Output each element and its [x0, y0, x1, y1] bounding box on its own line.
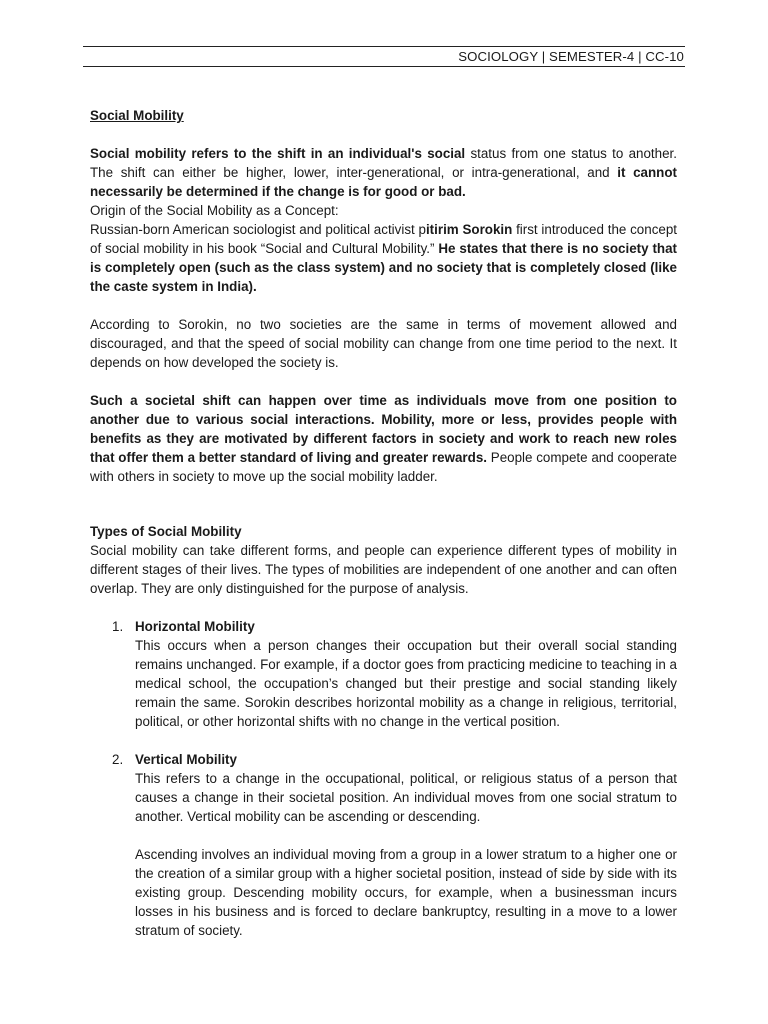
origin-text-2: first introduced the concept of social mobility in his book “Social and Cultural Mobility.”: [90, 222, 677, 256]
list-number: 2.: [112, 752, 124, 767]
vertical-heading: Vertical Mobility: [135, 752, 237, 767]
page-header: SOCIOLOGY | SEMESTER-4 | CC-10: [458, 49, 684, 64]
spacer: [90, 372, 677, 391]
vertical-text-2: Ascending involves an individual moving from a group in a lower stratum to a higher one or the creation of a similar group with a higher societal position, instead of side by side with its existing group. Descending mobility occurs, for example, when a businessman incurs losses in his business and is forced to declare bankruptcy, resulting in a move to a lower stratum of society.: [135, 847, 677, 938]
intro-bold-1: Social mobility refers to the shift in an individual's social: [90, 146, 466, 161]
societal-shift-bold: Such a societal shift can happen over time as individuals move from one position to another due to various social interactions. Mobility, more or less, provides people with benefits as they are motivated by different factors in society and work to reach new roles that offer them a better standard of living and greater rewards.: [90, 393, 677, 465]
horizontal-text: This occurs when a person changes their occupation but their overall social standing remains unchanged. For example, if a doctor goes from practicing medicine to teaching in a medical school, the occupation’s changed but their prestige and social standing likely remain the same. Sorokin describes horizontal mobility as a change in religious, territorial, political, or other horizontal shifts with no change in the vertical position.: [135, 638, 677, 729]
origin-heading: Origin of the Social Mobility as a Concept:: [90, 203, 339, 218]
types-heading: Types of Social Mobility: [90, 524, 242, 539]
origin-bold-statement: He states that there is no society that is completely open (such as the class system) and no society that is completely closed (like the caste system in India).: [90, 241, 677, 294]
vertical-text: This refers to a change in the occupational, political, or religious status of a person that causes a change in their societal position. An individual moves from one social stratum to another. Vertical mobility can be ascending or descending.: [135, 771, 677, 824]
origin-bold-name: itirim Sorokin: [425, 222, 513, 237]
spacer: [135, 826, 677, 845]
mobility-types-list: [90, 617, 677, 940]
header-rule-bottom: [83, 66, 685, 67]
spacer: [90, 731, 677, 750]
spacer: [90, 486, 677, 522]
types-paragraph: Social mobility can take different forms, and people can experience different types of mobility in different stages of their lives. The types of mobilities are independent of one another and can often overlap. They are only distinguished for the purpose of analysis.: [90, 543, 677, 596]
section-title: Social Mobility: [90, 108, 184, 123]
spacer: [90, 598, 677, 617]
societal-shift-paragraph: [90, 391, 677, 486]
origin-paragraph: [90, 220, 677, 296]
document-body: [90, 106, 677, 940]
list-number: 1.: [112, 619, 124, 634]
intro-text-1: status from one status to another. The shift can either be higher, lower, inter-generational, or intra-generational, and: [90, 146, 677, 180]
intro-paragraph: [90, 144, 677, 201]
spacer: [90, 296, 677, 315]
societal-shift-text: People compete and cooperate with others in society to move up the social mobility ladder.: [90, 450, 677, 484]
horizontal-heading: Horizontal Mobility: [135, 619, 255, 634]
sorokin-paragraph: According to Sorokin, no two societies are the same in terms of movement allowed and discouraged, and that the speed of social mobility can change from one time period to the next. It depends on how developed the society is.: [90, 317, 677, 370]
list-item-horizontal: [90, 617, 677, 731]
origin-text-1: Russian-born American sociologist and political activist p: [90, 222, 426, 237]
intro-bold-2: it cannot necessarily be determined if the change is for good or bad.: [90, 165, 678, 199]
list-item-vertical: [90, 750, 677, 940]
header-rule-top: [83, 46, 685, 47]
